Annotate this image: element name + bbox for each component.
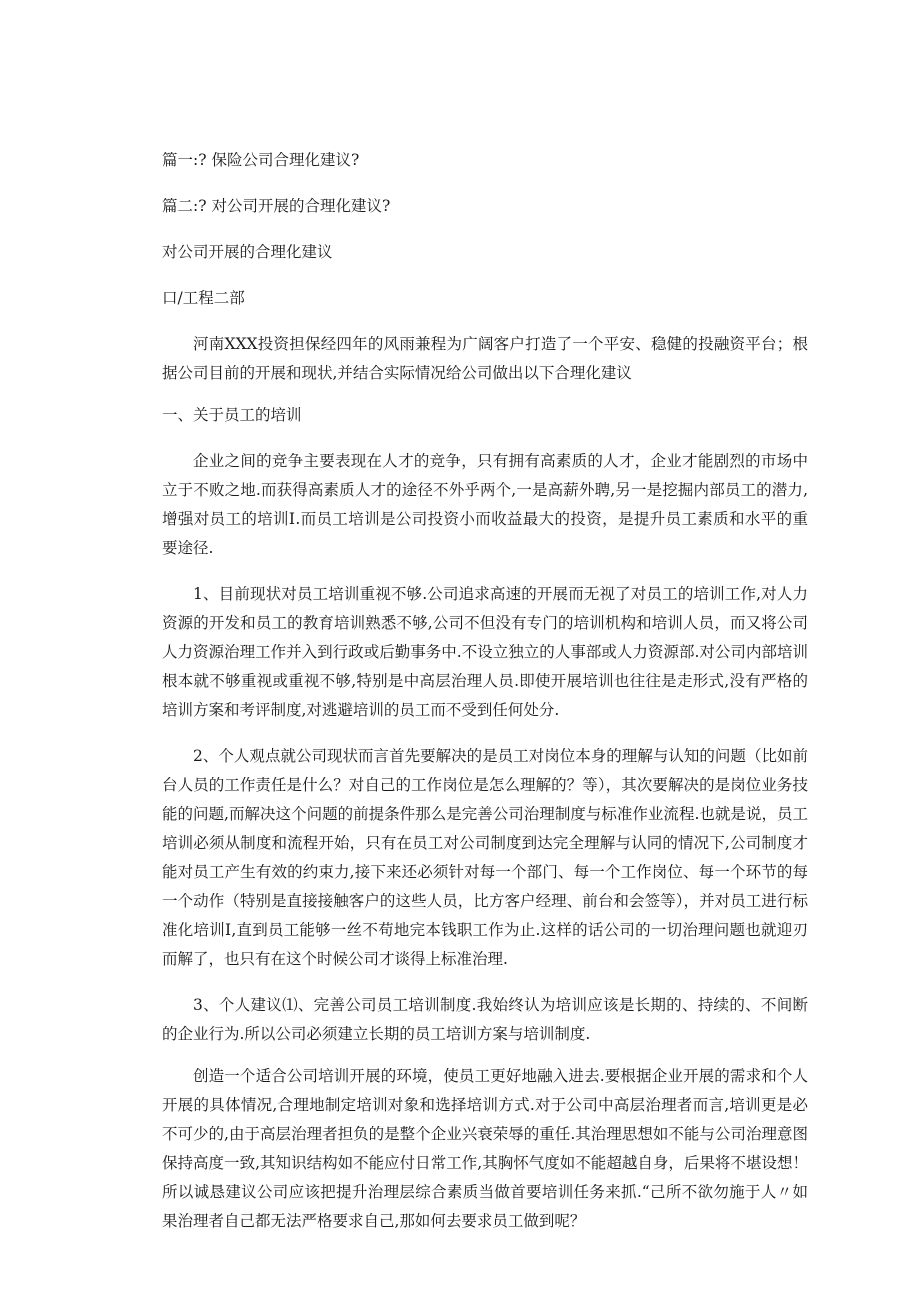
section-heading: 一、关于员工的培训 (162, 406, 302, 424)
body-paragraph: 3、个人建议⑴、完善公司员工培训制度.我始终认为培训应该是长期的、持续的、不间断的企业行为.所以公司必须建立长期的员工培训方案与培训制度. (162, 996, 808, 1043)
body-paragraph: 1、目前现状对员工培训重视不够.公司追求高速的开展而无视了对员工的培训工作,对人力资源的开发和员工的教育培训熟悉不够,公司不但没有专门的培训机构和培训人员，而又将公司人力资源治理工作并入到行政或后勤事务中.不设立独立的人事部或人力资源部.对公司内部培训根本就不够重视或重视不够,特别是中高层治理人员.即使开展培训也往往是走形式,没有严格的培训方案和考评制度,对逃避培训的员工而不受到任何处分. (162, 585, 808, 719)
body-paragraph: 2、个人观点就公司现状而言首先要解决的是员工对岗位本身的理解与认知的问题（比如前台人员的工作责任是什么？对自己的工作岗位是怎么理解的？等），其次要解决的是岗位业务技能的问题,而解决这个问题的前提条件那么是完善公司治理制度与标准作业流程.也就是说，员工培训必须从制度和流程开始，只有在员工对公司制度到达完全理解与认同的情况下,公司制度才能对员工产生有效的约束力,接下来还必须针对每一个部门、每一个工作岗位、每一个环节的每一个动作（特别是直接接触客户的这些人员，比方客户经理、前台和会签等），并对员工进行标准化培训Ⅰ,直到员工能够一丝不苟地完本钱职工作为止.这样的话公司的一切治理问题也就迎刃而解了，也只有在这个时候公司才谈得上标准治理. (162, 747, 808, 968)
intro-paragraph: 河南XXX投资担保经四年的风雨兼程为广阔客户打造了一个平安、稳健的投融资平台；根据公司目前的开展和现状,并结合实际情况给公司做出以下合理化建议 (162, 335, 808, 382)
toc-entry-1: 篇一:? 保险公司合理化建议? (162, 151, 360, 169)
toc-entry-2: 篇二:? 对公司开展的合理化建议? (162, 197, 391, 215)
body-paragraph: 企业之间的竞争主要表现在人才的竞争，只有拥有高素质的人才，企业才能剧烈的市场中立于不败之地.而获得高素质人才的途径不外乎两个,一是高薪外聘,另一是挖掘内部员工的潜力,增强对员工的培训Ⅰ.而员工培训是公司投资小而收益最大的投资，是提升员工素质和水平的重要途径. (162, 452, 808, 557)
document-author: 口/工程二部 (162, 289, 245, 307)
document-title: 对公司开展的合理化建议 (162, 243, 333, 261)
document-body (162, 146, 808, 1253)
body-paragraph: 创造一个适合公司培训开展的环境，使员工更好地融入进去.要根据企业开展的需求和个人开展的具体情况,合理地制定培训对象和选择培训方式.对于公司中高层治理者而言,培训更是必不可少的,由于高层治理者担负的是整个企业兴衰荣辱的重任.其治理思想如不能与公司治理意图保持高度一致,其知识结构如不能应付日常工作,其胸怀气度如不能超越自身，后果将不堪设想！所以诚恳建议公司应该把提升治理层综合素质当做首要培训任务来抓.“己所不欲勿施于人〃如果治理者自己都无法严格要求自己,那如何去要求员工做到呢？ (162, 1067, 808, 1230)
